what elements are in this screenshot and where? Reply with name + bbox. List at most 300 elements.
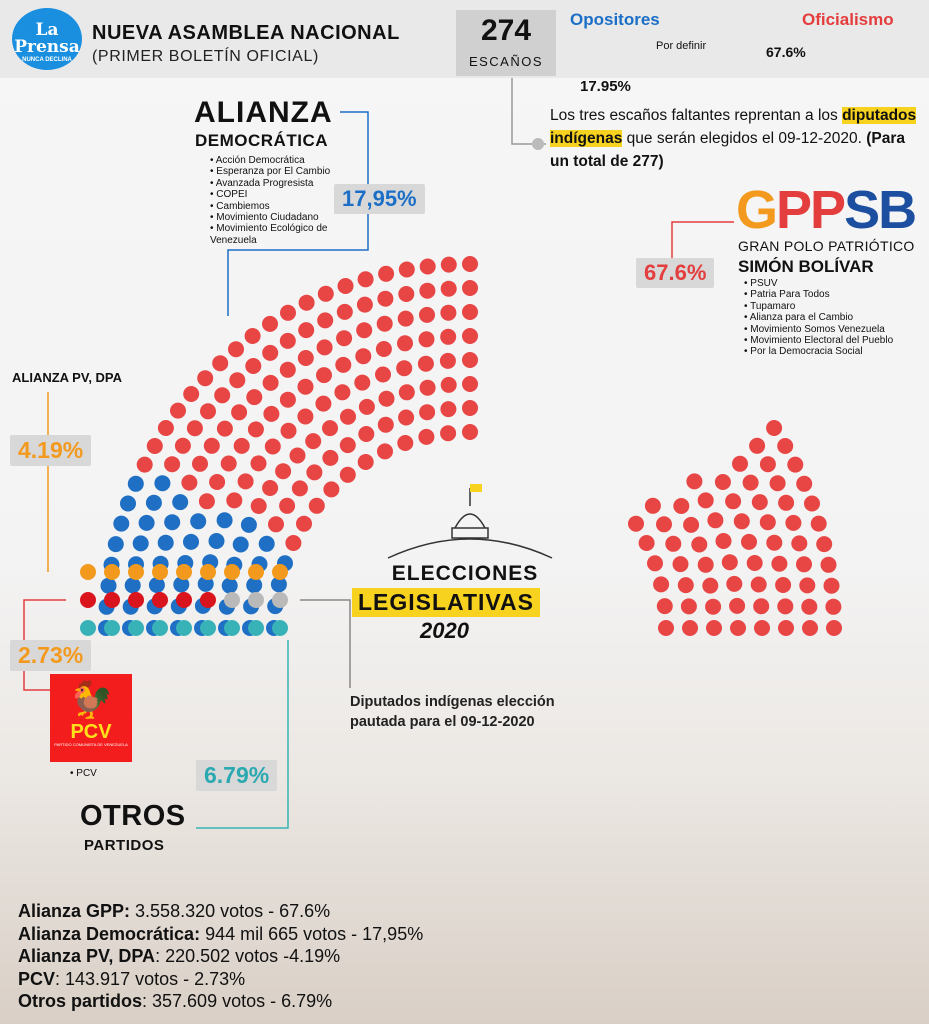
gpp-seat [204, 438, 220, 454]
gpp-seat [245, 358, 261, 374]
por-definir-label: Por definir [656, 40, 707, 52]
gpp-seat [378, 417, 394, 433]
gppsb-logo-g: G [736, 180, 777, 240]
list-item: • Movimiento Electoral del Pueblo [744, 335, 929, 346]
gpp-seat [358, 454, 374, 470]
gpp-seat [231, 404, 247, 420]
gpp-seat [187, 420, 203, 436]
gpp-seat [771, 556, 787, 572]
gpp-seat [158, 420, 174, 436]
gpp-seat [462, 328, 478, 344]
gpp-seat [441, 281, 457, 297]
gpp-seat [440, 425, 456, 441]
gpp-seat [796, 476, 812, 492]
gpp-seat [397, 335, 413, 351]
gpp-seat [747, 555, 763, 571]
gpp-seat [309, 498, 325, 514]
gpp-seat [296, 516, 312, 532]
gpp-seat [181, 475, 197, 491]
note-part2: que serán elegidos el 09-12-2020. [622, 130, 867, 147]
gpp-seat [334, 384, 350, 400]
gpp-seat [322, 420, 338, 436]
seats-box [456, 10, 556, 76]
list-item: • Movimiento Ecológico de Venezuela [210, 223, 370, 246]
gpp-seat [238, 473, 254, 489]
gpp-seat [741, 534, 757, 550]
gpp-seat [419, 283, 435, 299]
gpp-seat [375, 367, 391, 383]
gpp-seat [801, 599, 817, 615]
note-part1: Los tres escaños faltantes reprentan a los [550, 107, 843, 124]
gpp-seat [226, 492, 242, 508]
ad-seat [158, 535, 174, 551]
votes-detail: 944 mil 665 votos - 17,95% [200, 923, 424, 944]
gpp-seat [359, 399, 375, 415]
gpp-seat [628, 516, 644, 532]
gpp-seat [263, 406, 279, 422]
gpp-seat [462, 424, 478, 440]
gpp-seat [462, 280, 478, 296]
list-item: • Esperanza por El Cambio [210, 166, 370, 177]
oficialismo-pct: 67.6% [766, 44, 806, 60]
gpp-seat [639, 535, 655, 551]
list-item: • PCV [70, 768, 170, 779]
ad-seat [113, 516, 129, 532]
ad-seat [233, 537, 249, 553]
gpp-seat [354, 375, 370, 391]
gpp-seat [209, 474, 225, 490]
missing-seats-note [550, 104, 922, 173]
gpp-seat [462, 352, 478, 368]
gpp-seat [214, 387, 230, 403]
gpp-seat [804, 496, 820, 512]
gpp-seat [299, 295, 315, 311]
gpp-seat [462, 376, 478, 392]
otros-seat [104, 620, 120, 636]
gpp-seat [355, 348, 371, 364]
list-item: • PSUV [744, 278, 929, 289]
ad-seat [146, 495, 162, 511]
gpp-seat [821, 557, 837, 573]
la-prensa-logo [12, 8, 82, 70]
gpp-seat [340, 467, 356, 483]
otros-seat [248, 620, 264, 636]
ad-seat [125, 577, 141, 593]
logo-tagline: NUNCA DECLINA [22, 57, 72, 63]
ad-seat [108, 536, 124, 552]
gpp-seat [791, 535, 807, 551]
list-item: • Patria Para Todos [744, 289, 929, 300]
otros-seat [272, 620, 288, 636]
ad-seat [172, 494, 188, 510]
gpp-seat [298, 350, 314, 366]
gpp-seat [440, 305, 456, 321]
pv-seat [224, 564, 240, 580]
gpp-seat [418, 356, 434, 372]
page-subtitle: (PRIMER BOLETÍN OFICIAL) [92, 48, 319, 65]
gpp-seat [702, 578, 718, 594]
gpp-seat [722, 554, 738, 570]
list-item: • Cambiemos [210, 201, 370, 212]
ad-seat [139, 515, 155, 531]
gpp-seat [796, 556, 812, 572]
gpp-seat [647, 555, 663, 571]
note-connector-line [512, 76, 546, 144]
otros-pct-badge: 6.79% [196, 760, 277, 791]
pcv-seat [128, 592, 144, 608]
gpp-seat [228, 341, 244, 357]
votes-row [18, 945, 423, 968]
gpp-seat [338, 278, 354, 294]
gpp-seat [377, 443, 393, 459]
gpp-seat [199, 493, 215, 509]
gpp-seat [743, 475, 759, 491]
ad-seat [241, 517, 257, 533]
opositores-pct: 17.95% [580, 78, 631, 95]
gpp-seat [377, 291, 393, 307]
otros-subtitle: PARTIDOS [84, 837, 165, 854]
gpp-seat [653, 576, 669, 592]
pcv-party-list [60, 768, 170, 779]
gpp-seat [262, 316, 278, 332]
pcv-seat [80, 592, 96, 608]
gpp-seat [262, 480, 278, 496]
gpp-seat [322, 450, 338, 466]
votes-name: Otros partidos [18, 991, 143, 1011]
ad-seat [101, 578, 117, 594]
gpp-seat [753, 598, 769, 614]
elecciones-title: ELECCIONES [391, 562, 539, 585]
gpp-seat [440, 401, 456, 417]
gpp-seat [316, 367, 332, 383]
elecciones-year: 2020 [420, 618, 469, 643]
gpp-seat [678, 577, 694, 593]
list-item: • Tupamaro [744, 301, 929, 312]
gpp-seat [197, 370, 213, 386]
pcv-seat [176, 592, 192, 608]
gpp-seat [192, 456, 208, 472]
otros-seat [224, 620, 240, 636]
pv-seat [104, 564, 120, 580]
gpp-seat [340, 409, 356, 425]
note-total: (Para un total de 277) [550, 130, 906, 170]
note-highlight: diputados indígenas [550, 107, 917, 147]
indigenous-seat [224, 592, 240, 608]
gpp-seat [397, 435, 413, 451]
elecciones-subtitle: LEGISLATIVAS [352, 588, 540, 617]
gpp-seat [751, 577, 767, 593]
gpp-seat [419, 404, 435, 420]
gpp-seat [280, 392, 296, 408]
pv-pct-badge: 4.19% [10, 435, 91, 466]
gpp-seat [691, 537, 707, 553]
otros-seat [176, 620, 192, 636]
list-item: • Movimiento Ciudadano [210, 212, 370, 223]
gpp-seat [787, 457, 803, 473]
gpp-seat [212, 355, 228, 371]
list-item: • Movimiento Somos Venezuela [744, 324, 929, 335]
gpp-seat [175, 438, 191, 454]
votes-row [18, 990, 423, 1013]
gppsb-logo [736, 182, 915, 238]
ad-seat [120, 496, 136, 512]
gpp-seat [281, 423, 297, 439]
gpp-seat [729, 598, 745, 614]
pv-seat [272, 564, 288, 580]
logo-text: La Prensa [14, 20, 80, 57]
ad-seat [259, 536, 275, 552]
gpp-seat [251, 455, 267, 471]
gpp-seat [234, 438, 250, 454]
gpp-seat [376, 341, 392, 357]
seats-number: 274 [480, 14, 532, 47]
pv-seat [80, 564, 96, 580]
gpp-seat [440, 353, 456, 369]
gpp-seat [279, 498, 295, 514]
ad-seat [154, 475, 170, 491]
gppsb-party-list [734, 278, 929, 358]
pcv-pct-badge: 2.73% [10, 640, 91, 671]
gpp-seat [440, 329, 456, 345]
gpp-seat [248, 421, 264, 437]
pcv-seat [200, 592, 216, 608]
gpp-seat [306, 464, 322, 480]
gpp-seat [356, 322, 372, 338]
gpp-seat [336, 330, 352, 346]
gpp-seat [340, 437, 356, 453]
otros-seat [80, 620, 96, 636]
gpp-seat [200, 403, 216, 419]
pv-title: ALIANZA PV, DPA [12, 370, 123, 385]
gpp-seat [766, 535, 782, 551]
gpp-seat [297, 409, 313, 425]
list-item: • Por la Democracia Social [744, 346, 929, 357]
indigenous-seat [272, 592, 288, 608]
votes-name: PCV [18, 968, 56, 989]
gpp-seat [335, 357, 351, 373]
votes-detail: : 220.502 votos -4.19% [155, 946, 341, 966]
gpp-seat [777, 598, 793, 614]
seats-label: ESCAÑOS [468, 54, 544, 69]
ad-seat [190, 513, 206, 529]
gpp-seat [462, 304, 478, 320]
gpp-seat [726, 576, 742, 592]
capitol-dome-icon [388, 484, 552, 558]
ad-seat [133, 535, 149, 551]
otros-connector-line [196, 640, 288, 828]
gpp-seat [775, 577, 791, 593]
gpp-seat [656, 516, 672, 532]
gppsb-name-line2: SIMÓN BOLÍVAR [738, 257, 874, 276]
gpp-seat [251, 498, 267, 514]
gpp-connector-line [672, 222, 734, 262]
gpp-seat [275, 463, 291, 479]
gpp-seat [358, 426, 374, 442]
gpp-seat [716, 533, 732, 549]
gpp-seat [749, 438, 765, 454]
gpp-seat [147, 438, 163, 454]
gpp-seat [399, 262, 415, 278]
gpp-seat [725, 493, 741, 509]
gpp-seat [770, 475, 786, 491]
gpp-seat [683, 517, 699, 533]
gpp-seat [280, 305, 296, 321]
gpp-seat [290, 448, 306, 464]
note-connector-dot [532, 138, 544, 150]
gpp-seat [462, 256, 478, 272]
gpp-seat [752, 494, 768, 510]
gpp-seat [268, 516, 284, 532]
votes-name: Alianza GPP: [18, 901, 131, 921]
gpp-seat [298, 322, 314, 338]
gpp-seat [657, 598, 673, 614]
gpp-seat [760, 456, 776, 472]
gpp-seat [418, 429, 434, 445]
gpp-seat [265, 439, 281, 455]
votes-detail: : 357.609 votos - 6.79% [142, 991, 333, 1011]
gpp-seat [245, 328, 261, 344]
gpp-seat [824, 578, 840, 594]
gpp-seat [420, 259, 436, 275]
pv-seat [248, 564, 264, 580]
list-item: • Alianza para el Cambio [744, 312, 929, 323]
ad-subtitle: DEMOCRÁTICA [195, 131, 328, 150]
gpp-seat [734, 513, 750, 529]
gpp-seat [802, 620, 818, 636]
gpp-seat [419, 307, 435, 323]
gpp-seat [229, 372, 245, 388]
pv-seat [152, 564, 168, 580]
gpp-seat [317, 312, 333, 328]
gpp-seat [262, 345, 278, 361]
gppsb-logo-pp: PP [776, 180, 845, 240]
indigenous-note: Diputados indígenas elección pautada para el 09-12-2020 [350, 694, 555, 730]
gpp-seat [399, 384, 415, 400]
gpp-seat [825, 599, 841, 615]
pcv-logo-subtext: PARTIDO COMUNISTA DE VENEZUELA [54, 742, 128, 747]
gpp-seat [785, 515, 801, 531]
gpp-seat [826, 620, 842, 636]
list-item: • COPEI [210, 189, 370, 200]
gpp-seat [698, 492, 714, 508]
opositores-label: Opositores [570, 10, 660, 29]
gpp-seat [673, 556, 689, 572]
gpp-seat [217, 421, 233, 437]
gpp-seat [377, 316, 393, 332]
gpp-seat [799, 577, 815, 593]
gpp-seat [164, 456, 180, 472]
ad-seat [222, 578, 238, 594]
gpp-seat [816, 536, 832, 552]
gpp-seat [263, 375, 279, 391]
ad-seat [209, 533, 225, 549]
gpp-seat [420, 380, 436, 396]
gpp-seat [292, 480, 308, 496]
ad-pct-badge: 17,95% [334, 184, 425, 214]
gpp-seat [398, 410, 414, 426]
gpp-seat [280, 362, 296, 378]
gpp-seat [396, 360, 412, 376]
gppsb-logo-sb: SB [844, 180, 916, 240]
votes-name: Alianza PV, DPA [18, 946, 156, 966]
ad-title: ALIANZA [194, 96, 333, 129]
gpp-seat [419, 331, 435, 347]
gpp-seat [441, 377, 457, 393]
ad-seat [128, 476, 144, 492]
gpp-seat [715, 474, 731, 490]
pcv-seat [104, 592, 120, 608]
gpp-seat [137, 457, 153, 473]
gpp-seat [732, 456, 748, 472]
gpp-seat [441, 257, 457, 273]
gpp-seat [398, 286, 414, 302]
gpp-seat [645, 498, 661, 514]
otros-title: OTROS [80, 800, 186, 832]
otros-seat [128, 620, 144, 636]
gpp-seat [705, 599, 721, 615]
gpp-seat [730, 620, 746, 636]
votes-detail: : 143.917 votos - 2.73% [55, 968, 246, 989]
list-item: • Avanzada Progresista [210, 178, 370, 189]
pcv-logo-text: PCV [70, 721, 112, 743]
gpp-seat [221, 456, 237, 472]
gpp-seat [183, 386, 199, 402]
gpp-seat [682, 620, 698, 636]
ad-seat [217, 512, 233, 528]
pcv-seat [152, 592, 168, 608]
votes-name: Alianza Democrática: [18, 923, 201, 944]
gpp-seat [170, 403, 186, 419]
gpp-seat [378, 266, 394, 282]
votes-detail: 3.558.320 votos - 67.6% [130, 901, 331, 921]
gpp-seat [777, 438, 793, 454]
gpp-seat [658, 620, 674, 636]
pv-seat [128, 564, 144, 580]
gpp-seat [358, 271, 374, 287]
votes-row [18, 900, 423, 923]
gpp-seat [778, 620, 794, 636]
rooster-icon: 🐓 [68, 679, 114, 720]
gpp-seat [673, 498, 689, 514]
votes-row [18, 923, 423, 946]
gpp-seat [766, 420, 782, 436]
gpp-seat [462, 400, 478, 416]
gpp-seat [357, 297, 373, 313]
list-item: • Acción Democrática [210, 155, 370, 166]
gpp-seat [398, 311, 414, 327]
gpp-seat [298, 379, 314, 395]
gpp-seat [379, 391, 395, 407]
votes-summary [18, 900, 423, 1013]
gpp-seat [811, 516, 827, 532]
gppsb-name-line1: GRAN POLO PATRIÓTICO [738, 238, 915, 254]
pv-seat [176, 564, 192, 580]
gpp-seat [707, 512, 723, 528]
gpp-seat [686, 473, 702, 489]
oficialismo-label: Oficialismo [802, 10, 894, 29]
gpp-seat [760, 514, 776, 530]
gpp-seat [681, 598, 697, 614]
gpp-seat [280, 333, 296, 349]
gpp-seat [706, 620, 722, 636]
gpp-seat [754, 620, 770, 636]
indigenous-seat [248, 592, 264, 608]
gpp-seat [323, 481, 339, 497]
gpp-seat [315, 396, 331, 412]
ad-seat [183, 534, 199, 550]
gpp-seat [305, 433, 321, 449]
gpp-seat [778, 495, 794, 511]
